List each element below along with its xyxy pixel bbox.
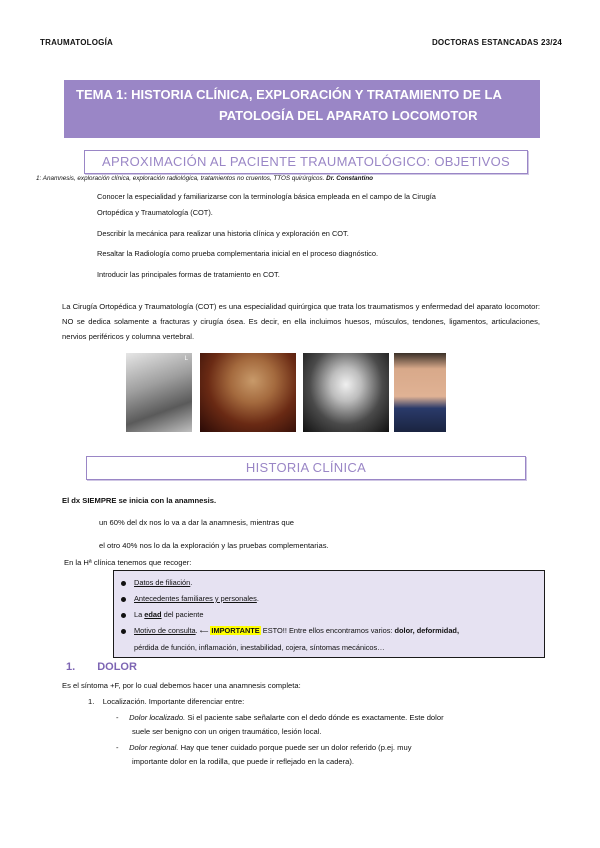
anamnesis-strong: El dx SIEMPRE [62,496,117,505]
title-line-1: TEMA 1: HISTORIA CLÍNICA, EXPLORACIÓN Y TRATAMIENTO DE LA [76,87,502,102]
point-text: Localización. Importante diferenciar entre: [102,697,245,706]
item-motivo-line2: pérdida de función, inflamación, inestabilidad, cojera, síntomas mecánicos… [134,643,385,652]
lecture-subline [36,175,373,182]
objective-1b: Ortopédica y Traumatología (COT). [97,208,213,217]
bullet-icon [121,581,126,586]
item-edad: edad [144,610,162,619]
sub1-emphasis: Dolor localizado. [129,713,186,722]
item-motivo: Motivo de consulta [134,626,196,635]
arrow-icon: ⟵ [199,629,209,635]
sub2-emphasis: Dolor regional. [129,743,179,752]
item-antecedentes: Antecedentes familiares y personales [134,594,257,603]
list-item [121,623,459,640]
historia-items-list [121,575,459,656]
anamnesis-rest: se inicia con la anamnesis. [118,496,217,505]
dolor-heading [66,661,137,673]
running-header-left: TRAUMATOLOGÍA [40,38,113,47]
running-header-right: DOCTORAS ESTANCADAS 23/24 [431,38,562,47]
subline-topics: 1: Anamnesis, exploración clínica, exploración radiológica, tratamientos no cruentos, TTOS quirúrgicos. [36,175,325,182]
section-heading-historia-clinica: HISTORIA CLÍNICA [86,456,526,480]
sub2-text: Hay que tener cuidado porque puede ser un dolor referido (p.ej. muy [180,743,412,752]
list-item: Antecedentes familiares y personales. [121,591,459,607]
bullet-icon [121,613,126,618]
dolor-sub-2: - Dolor regional. Hay que tener cuidado porque puede ser un dolor referido (p.ej. muy [116,743,412,752]
spine-xray-image [126,353,192,432]
dolor-title: DOLOR [97,661,137,673]
dx-40-line: el otro 40% nos lo da la exploración y las pruebas complementarias. [99,541,329,550]
section-heading-objetivos: APROXIMACIÓN AL PACIENTE TRAUMATOLÓGICO: OBJETIVOS [84,150,528,174]
elbow-xray-image [303,353,389,432]
xray-marker-label: L [184,356,188,362]
title-line-2: PATOLOGÍA DEL APARATO LOCOMOTOR [219,108,478,123]
list-item [121,607,459,623]
dolor-number: 1. [66,661,76,673]
anamnesis-line [62,495,216,507]
sub1-text: Si el paciente sabe señalarte con el dedo dónde es exactamente. Este dolor [187,713,444,722]
surgery-photo-image [200,353,296,432]
item-motivo-rest: ESTO!! Entre ellos encontramos varios: [262,626,393,635]
item-motivo-bold: dolor, deformidad, [394,626,459,635]
important-highlight: IMPORTANTE [211,626,260,635]
item-edad-pre: La [134,610,143,619]
item-filiacion: Datos de filiación [134,578,191,587]
item-motivo-punct: . [195,626,198,635]
bullet-icon [121,597,126,602]
dolor-intro: Es el síntoma +F, por lo cual debemos hacer una anamnesis completa: [62,681,301,690]
objective-1a: Conocer la especialidad y familiarizarse con la terminología básica empleada en el campo de la Cirugía [97,192,436,201]
objective-2: Describir la mecánica para realizar una historia clínica y exploración en COT. [97,229,349,238]
dolor-point-1 [88,696,244,708]
dx-60-line: un 60% del dx nos lo va a dar la anamnesis, mientras que [99,518,295,527]
list-item: Datos de filiación. [121,575,459,591]
dolor-sub-1-line2: suele ser benigno con un origen traumático, lesión local. [132,727,322,736]
objective-3: Resaltar la Radiología como prueba complementaria inicial en el proceso diagnóstico. [97,249,378,258]
dolor-sub-2-line2: importante dolor en la rodilla, que puede ir reflejado en la cadera). [132,757,355,766]
title-banner [64,80,540,138]
item-edad-post: del paciente [163,610,204,619]
recoger-line: En la Hª clínica tenemos que recoger: [64,558,192,567]
subline-author: Dr. Constantino [326,175,374,182]
objective-4: Introducir las principales formas de tratamiento en COT. [97,270,280,279]
dolor-sub-1: - Dolor localizado. Si el paciente sabe señalarte con el dedo dónde es exactamente. Este dolor [116,713,444,722]
point-number: 1. [88,697,95,706]
patient-photo-image [394,353,446,432]
cot-definition-paragraph: La Cirugía Ortopédica y Traumatología (COT) es una especialidad quirúrgica que trata los traumatismos y enfermedad del aparato locomotor: NO se dedica solamente a fracturas y cirugía ósea. Es decir, en ella incluimos huesos, músculos, tendones, ligamentos, articulaciones, nervios periféricos y columna vertebral. [62,302,540,341]
bullet-icon [121,629,126,634]
